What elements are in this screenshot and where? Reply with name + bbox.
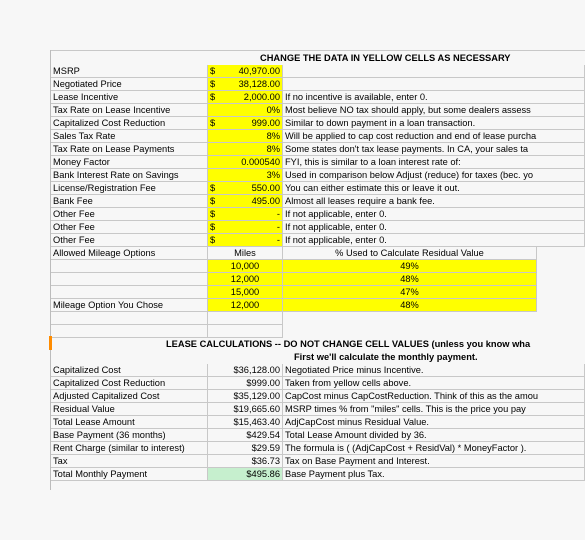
- input-label: Tax Rate on Lease Incentive: [51, 104, 208, 117]
- calc-label: Capitalized Cost Reduction: [51, 377, 208, 390]
- top-border: [51, 50, 585, 51]
- input-note: Almost all leases require a bank fee.: [283, 195, 585, 208]
- input-note: Used in comparison below Adjust (reduce) for taxes (bec. yo: [283, 169, 585, 182]
- mileage-option-miles[interactable]: 10,000: [208, 260, 283, 273]
- input-value-cell[interactable]: [208, 195, 283, 208]
- calc-label: Capitalized Cost: [51, 364, 208, 377]
- calc-value[interactable]: $429.54: [208, 429, 283, 442]
- input-note: Some states don't tax lease payments. In CA, your sales ta: [283, 143, 585, 156]
- calc-note: The formula is ( (AdjCapCost + ResidVal) * MoneyFactor ).: [283, 442, 585, 455]
- input-note: If not applicable, enter 0.: [283, 234, 585, 247]
- input-note: You can either estimate this or leave it out.: [283, 182, 585, 195]
- mileage-option-miles[interactable]: 12,000: [208, 273, 283, 286]
- empty-cell[interactable]: [51, 286, 208, 299]
- input-value: 8%: [266, 144, 280, 154]
- input-value: 495.00: [251, 196, 280, 206]
- calc-note: Base Payment plus Tax.: [283, 468, 585, 481]
- input-value-cell[interactable]: [208, 91, 283, 104]
- input-value-cell[interactable]: [208, 104, 283, 117]
- input-value: 3%: [266, 170, 280, 180]
- input-label: Capitalized Cost Reduction: [51, 117, 208, 130]
- empty-cell[interactable]: [51, 260, 208, 273]
- input-label: Other Fee: [51, 208, 208, 221]
- input-label: License/Registration Fee: [51, 182, 208, 195]
- calc-note: Negotiated Price minus Incentive.: [283, 364, 585, 377]
- input-note: Most believe NO tax should apply, but some dealers assess: [283, 104, 585, 117]
- input-value-cell[interactable]: [208, 117, 283, 130]
- mileage-chosen-label: Mileage Option You Chose: [51, 299, 208, 312]
- input-label: MSRP: [51, 65, 208, 78]
- calc-value[interactable]: $36.73: [208, 455, 283, 468]
- input-value-cell[interactable]: [208, 156, 283, 169]
- input-value-cell[interactable]: [208, 234, 283, 247]
- currency-symbol: $: [210, 92, 216, 102]
- input-label: Tax Rate on Lease Payments: [51, 143, 208, 156]
- input-value-cell[interactable]: [208, 65, 283, 78]
- currency-symbol: $: [210, 196, 216, 206]
- input-value-cell[interactable]: [208, 130, 283, 143]
- currency-symbol: $: [210, 118, 216, 128]
- input-note: [283, 78, 585, 91]
- total-monthly-payment-value[interactable]: $495.86: [208, 468, 283, 481]
- calc-note: Total Lease Amount divided by 36.: [283, 429, 585, 442]
- input-value: 999.00: [251, 118, 280, 128]
- mileage-chosen-miles[interactable]: 12,000: [208, 299, 283, 312]
- input-label: Bank Fee: [51, 195, 208, 208]
- input-note: If no incentive is available, enter 0.: [283, 91, 585, 104]
- calc-note: MSRP times % from "miles" cells. This is the price you pay: [283, 403, 585, 416]
- input-value: 2,000.00: [243, 92, 280, 102]
- calc-value[interactable]: $19,665.60: [208, 403, 283, 416]
- input-label: Other Fee: [51, 221, 208, 234]
- input-label: Negotiated Price: [51, 78, 208, 91]
- empty-cell[interactable]: [208, 325, 283, 338]
- currency-symbol: $: [210, 79, 216, 89]
- input-value: 8%: [266, 131, 280, 141]
- calc-note: CapCost minus CapCostReduction. Think of this as the amou: [283, 390, 585, 403]
- calc-note: Taken from yellow cells above.: [283, 377, 585, 390]
- calc-label: Tax: [51, 455, 208, 468]
- input-note: Similar to down payment in a loan transaction.: [283, 117, 585, 130]
- input-note: If not applicable, enter 0.: [283, 221, 585, 234]
- input-value: 550.00: [251, 183, 280, 193]
- input-value: 0%: [266, 105, 280, 115]
- input-label: Bank Interest Rate on Savings: [51, 169, 208, 182]
- currency-symbol: $: [210, 183, 216, 193]
- input-note: FYI, this is similar to a loan interest rate of:: [283, 156, 585, 169]
- input-note: Will be applied to cap cost reduction and end of lease purcha: [283, 130, 585, 143]
- calc-value[interactable]: $15,463.40: [208, 416, 283, 429]
- currency-symbol: $: [210, 222, 216, 232]
- input-value: 38,128.00: [238, 79, 280, 89]
- empty-cell[interactable]: [208, 312, 283, 325]
- mileage-option-pct[interactable]: 48%: [283, 273, 537, 286]
- calc-value[interactable]: $999.00: [208, 377, 283, 390]
- selection-marker: [49, 336, 52, 350]
- input-value: -: [276, 209, 280, 219]
- input-value-cell[interactable]: [208, 78, 283, 91]
- calc-label: Rent Charge (similar to interest): [51, 442, 208, 455]
- mileage-option-pct[interactable]: 49%: [283, 260, 537, 273]
- input-value: -: [276, 235, 280, 245]
- input-section-header: CHANGE THE DATA IN YELLOW CELLS AS NECESSARY: [260, 53, 511, 63]
- mileage-option-pct[interactable]: 47%: [283, 286, 537, 299]
- calc-value[interactable]: $36,128.00: [208, 364, 283, 377]
- input-value-cell[interactable]: [208, 208, 283, 221]
- calc-label: Residual Value: [51, 403, 208, 416]
- input-value-cell[interactable]: [208, 169, 283, 182]
- input-note: If not applicable, enter 0.: [283, 208, 585, 221]
- currency-symbol: $: [210, 66, 216, 76]
- calc-label: Total Monthly Payment: [51, 468, 208, 481]
- calc-label: Total Lease Amount: [51, 416, 208, 429]
- calc-section-subheader: First we'll calculate the monthly payment.: [294, 352, 478, 362]
- input-value-cell[interactable]: [208, 182, 283, 195]
- pct-column-header: % Used to Calculate Residual Value: [283, 247, 537, 260]
- calc-value[interactable]: $29.59: [208, 442, 283, 455]
- empty-cell[interactable]: [51, 325, 208, 338]
- mileage-label: Allowed Mileage Options: [51, 247, 208, 260]
- calc-label: Base Payment (36 months): [51, 429, 208, 442]
- input-label: Other Fee: [51, 234, 208, 247]
- miles-column-header: Miles: [208, 247, 283, 260]
- input-value: -: [276, 222, 280, 232]
- input-label: Money Factor: [51, 156, 208, 169]
- mileage-option-miles[interactable]: 15,000: [208, 286, 283, 299]
- input-value: 40,970.00: [238, 66, 280, 76]
- input-label: Lease Incentive: [51, 91, 208, 104]
- input-note: [283, 65, 585, 78]
- mileage-chosen-pct[interactable]: 48%: [283, 299, 537, 312]
- input-label: Sales Tax Rate: [51, 130, 208, 143]
- empty-cell[interactable]: [51, 273, 208, 286]
- currency-symbol: $: [210, 235, 216, 245]
- input-value-cell[interactable]: [208, 221, 283, 234]
- calc-label: Adjusted Capitalized Cost: [51, 390, 208, 403]
- currency-symbol: $: [210, 209, 216, 219]
- input-value: 0.000540: [241, 157, 280, 167]
- input-value-cell[interactable]: [208, 143, 283, 156]
- calc-value[interactable]: $35,129.00: [208, 390, 283, 403]
- empty-cell[interactable]: [51, 312, 208, 325]
- calc-note: AdjCapCost minus Residual Value.: [283, 416, 585, 429]
- calc-section-header: LEASE CALCULATIONS -- DO NOT CHANGE CELL VALUES (unless you know wha: [166, 339, 531, 349]
- calc-note: Tax on Base Payment and Interest.: [283, 455, 585, 468]
